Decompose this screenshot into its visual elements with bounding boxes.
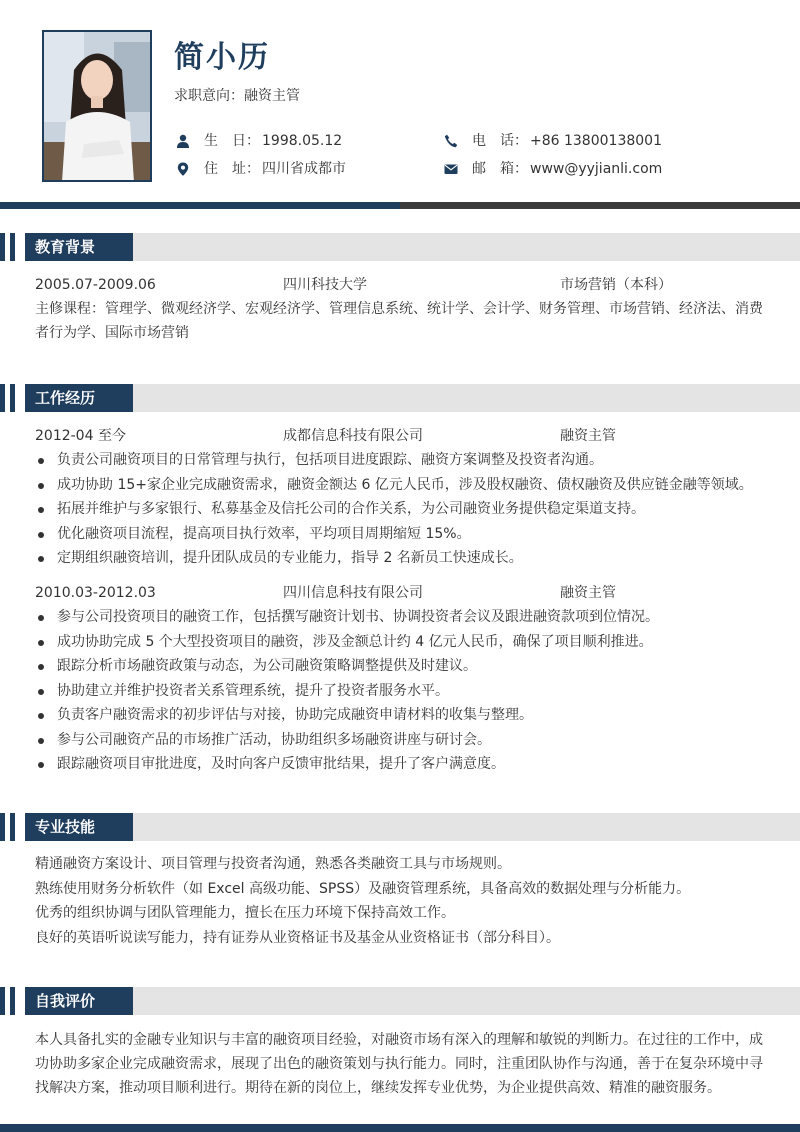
- address-value: 四川省成都市: [262, 161, 346, 177]
- job-role: 融资主管: [560, 428, 616, 444]
- birth-value: 1998.05.12: [262, 133, 343, 149]
- phone-value: +86 13800138001: [530, 133, 662, 149]
- section-header-education: [0, 233, 800, 261]
- section-title: 教育背景: [25, 233, 133, 261]
- skills-list: [35, 852, 767, 950]
- job-duties-list: [35, 448, 775, 571]
- list-item: 协助建立并维护投资者关系管理系统，提升了投资者服务水平。: [35, 679, 775, 704]
- list-item: 拓展并维护与多家银行、私募基金及信托公司的合作关系，为公司融资业务提供稳定渠道支持。: [35, 497, 775, 522]
- list-item: 负责公司融资项目的日常管理与执行，包括项目进度跟踪、融资方案调整及投资者沟通。: [35, 448, 775, 473]
- job-company: 四川信息科技有限公司: [283, 585, 423, 601]
- self-evaluation-text: 本人具备扎实的金融专业知识与丰富的融资项目经验，对融资市场有深入的理解和敏锐的判断力。在过往的工作中，成功协助多家企业完成融资需求，展现了出色的融资策划与执行能力。同时，注重团队协作与沟通，善于在复杂环境中寻找解决方案，推动项目顺利进行。期待在新的岗位上，继续发挥专业优势，为企业提供高效、精准的融资服务。: [35, 1032, 763, 1096]
- birth-row: [176, 131, 342, 151]
- job-company: 成都信息科技有限公司: [283, 428, 423, 444]
- list-item: 参与公司投资项目的融资工作，包括撰写融资计划书、协调投资者会议及跟进融资款项到位情况。: [35, 605, 775, 630]
- list-item: 成功协助完成 5 个大型投资项目的融资，涉及金额总计约 4 亿元人民币，确保了项目顺利推进。: [35, 630, 775, 655]
- education-major: 市场营销（本科）: [560, 277, 672, 293]
- education-school: 四川科技大学: [283, 277, 367, 293]
- phone-row: [444, 131, 662, 151]
- job-intent: 求职意向：融资主管: [174, 88, 300, 104]
- education-courses: 主修课程：管理学、微观经济学、宏观经济学、管理信息系统、统计学、会计学、财务管理、市场营销、经济法、消费者行为学、国际市场营销: [35, 301, 763, 341]
- list-item: 定期组织融资培训，提升团队成员的专业能力，指导 2 名新员工快速成长。: [35, 546, 775, 571]
- email-value: www@yyjianli.com: [530, 161, 663, 177]
- list-item: 负责客户融资需求的初步评估与对接，协助完成融资申请材料的收集与整理。: [35, 703, 775, 728]
- skill-line: 良好的英语听说读写能力，持有证券从业资格证书及基金从业资格证书（部分科目）。: [35, 929, 560, 946]
- job-duties-list: [35, 605, 775, 777]
- phone-icon: [444, 134, 458, 148]
- section-header-skills: [0, 813, 800, 841]
- job-date: 2010.03-2012.03: [35, 585, 156, 601]
- footer-bar: [0, 1124, 800, 1132]
- birth-label: 生 日：: [204, 133, 260, 149]
- phone-label: 电 话：: [472, 133, 528, 149]
- section-header-self-evaluation: [0, 987, 800, 1015]
- header-divider: [0, 202, 800, 209]
- candidate-name: 简小历: [174, 40, 270, 75]
- list-item: 成功协助 15+家企业完成融资需求，融资金额达 6 亿元人民币，涉及股权融资、债权融资及供应链金融等领域。: [35, 473, 775, 498]
- skill-line: 熟练使用财务分析软件（如 Excel 高级功能、SPSS）及融资管理系统，具备高效的数据处理与分析能力。: [35, 880, 691, 897]
- education-date: 2005.07-2009.06: [35, 277, 156, 293]
- skill-line: 优秀的组织协调与团队管理能力，擅长在压力环境下保持高效工作。: [35, 905, 455, 921]
- location-pin-icon: [176, 162, 190, 176]
- list-item: 参与公司融资产品的市场推广活动，协助组织多场融资讲座与研讨会。: [35, 728, 775, 753]
- list-item: 跟踪分析市场融资政策与动态，为公司融资策略调整提供及时建议。: [35, 654, 775, 679]
- job-role: 融资主管: [560, 585, 616, 601]
- profile-photo: [42, 30, 152, 182]
- list-item: 跟踪融资项目审批进度，及时向客户反馈审批结果，提升了客户满意度。: [35, 752, 775, 777]
- person-icon: [176, 134, 190, 148]
- section-header-work: [0, 384, 800, 412]
- job-date: 2012-04 至今: [35, 428, 126, 444]
- mail-icon: [444, 162, 458, 176]
- section-title: 工作经历: [25, 384, 133, 412]
- email-label: 邮 箱：: [472, 161, 528, 177]
- skill-line: 精通融资方案设计、项目管理与投资者沟通，熟悉各类融资工具与市场规则。: [35, 856, 511, 872]
- section-title: 自我评价: [25, 987, 133, 1015]
- section-title: 专业技能: [25, 813, 133, 841]
- address-row: [176, 159, 346, 179]
- email-row: [444, 159, 662, 179]
- profile-photo-image: [44, 32, 150, 180]
- list-item: 优化融资项目流程，提高项目执行效率，平均项目周期缩短 15%。: [35, 522, 775, 547]
- address-label: 住 址：: [204, 161, 260, 177]
